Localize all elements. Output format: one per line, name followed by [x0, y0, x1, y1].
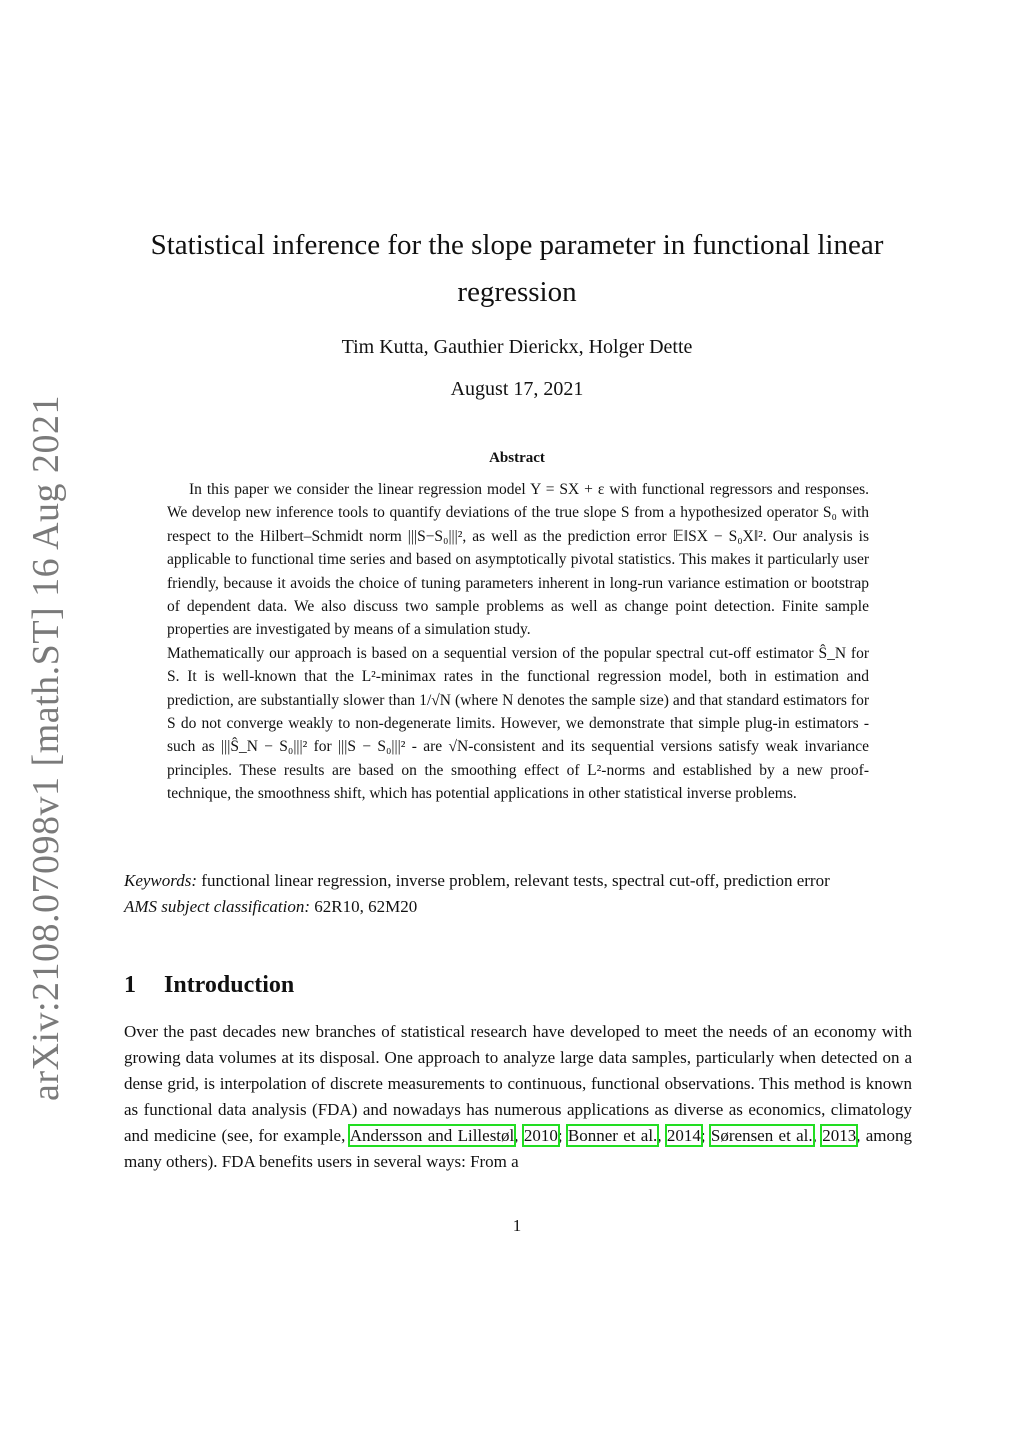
citation-separator: ,: [657, 1126, 667, 1145]
keywords-label: Keywords:: [124, 871, 198, 890]
citation-separator: ,: [812, 1126, 823, 1145]
citation-link-sorensen[interactable]: Sørensen et al.: [710, 1126, 813, 1145]
abstract-heading: Abstract: [489, 450, 545, 466]
section-number: 1: [124, 972, 136, 998]
citation-link-andersson[interactable]: Andersson and Lillestøl: [349, 1126, 515, 1145]
intro-text-before: Over the past decades new branches of statistical research have developed to meet the needs of an economy with growing data volumes at its disposal. One approach to analyze large data samples, particularly when detected on a dense grid, is interpolation of discrete measurements to continuous, functional observations. This method is known as functional data analysis (FDA) and nowadays has numerous applications as diverse as economics, climatology and medicine (see, for example,: [124, 1022, 912, 1145]
citation-year-link-2014[interactable]: 2014: [666, 1126, 701, 1145]
ams-label: AMS subject classification:: [124, 897, 311, 916]
keywords-line: [124, 868, 912, 894]
keywords-block: [124, 868, 912, 920]
citation-link-bonner[interactable]: Bonner et al.: [567, 1126, 658, 1145]
ams-text: 62R10, 62M20: [314, 897, 418, 916]
citation-year-link-2010[interactable]: 2010: [523, 1126, 558, 1145]
page-number: 1: [512, 1216, 522, 1235]
publication-date: August 17, 2021: [450, 378, 584, 400]
citation-separator: ,: [514, 1126, 524, 1145]
keywords-text: functional linear regression, inverse problem, relevant tests, spectral cut-off, prediction error: [201, 871, 830, 890]
citation-separator: ;: [557, 1126, 568, 1145]
citation-separator: ;: [700, 1126, 711, 1145]
section-heading: [124, 972, 294, 999]
authors: Tim Kutta, Gauthier Dierickx, Holger Dette: [341, 336, 693, 358]
paper-title: Statistical inference for the slope parameter in functional linear regression: [150, 229, 884, 308]
ams-line: [124, 894, 912, 920]
abstract-paragraph-2: Mathematically our approach is based on a sequential version of the popular spectral cut-off estimator Ŝ_N for S. It is well-known that the L²-minimax rates in the functional regression model, both in estimation and prediction, are substantially slower than 1/√N (where N denotes the sample size) and that standard estimators for S do not converge weakly to non-degenerate limits. However, we demonstrate that simple plug-in estimators - such as |||Ŝ_N − S₀|||² for |||S − S₀|||² - are √N-consistent and its sequential versions satisfy weak invariance principles. These results are based on the smoothing effect of L²-norms and established by a new proof-technique, the smoothness shift, which has potential applications in other statistical inverse problems.: [167, 644, 869, 803]
intro-text-after: , among many others). FDA benefits users in several ways: From a: [124, 1126, 913, 1171]
section-title: Introduction: [164, 972, 295, 998]
abstract-body: [167, 478, 869, 806]
introduction-paragraph: [124, 1019, 912, 1175]
citation-year-link-2013[interactable]: 2013: [822, 1126, 857, 1145]
arxiv-identifier-stamp: arXiv:2108.07098v1 [math.ST] 16 Aug 2021: [25, 394, 67, 1102]
abstract-paragraph-1: In this paper we consider the linear regression model Y = SX + ε with functional regressors and responses. We develop new inference tools to quantify deviations of the true slope S from a hypothesized operator S₀ with respect to the Hilbert–Schmidt norm |||S−S₀|||², as well as the prediction error 𝔼‖SX − S₀X‖². Our analysis is applicable to functional time series and based on asymptotically pivotal statistics. This makes it particularly user friendly, because it avoids the choice of tuning parameters inherent in long-run variance estimation or bootstrap of dependent data. We also discuss two sample problems as well as change point detection. Finite sample properties are investigated by means of a simulation study.: [167, 481, 869, 639]
